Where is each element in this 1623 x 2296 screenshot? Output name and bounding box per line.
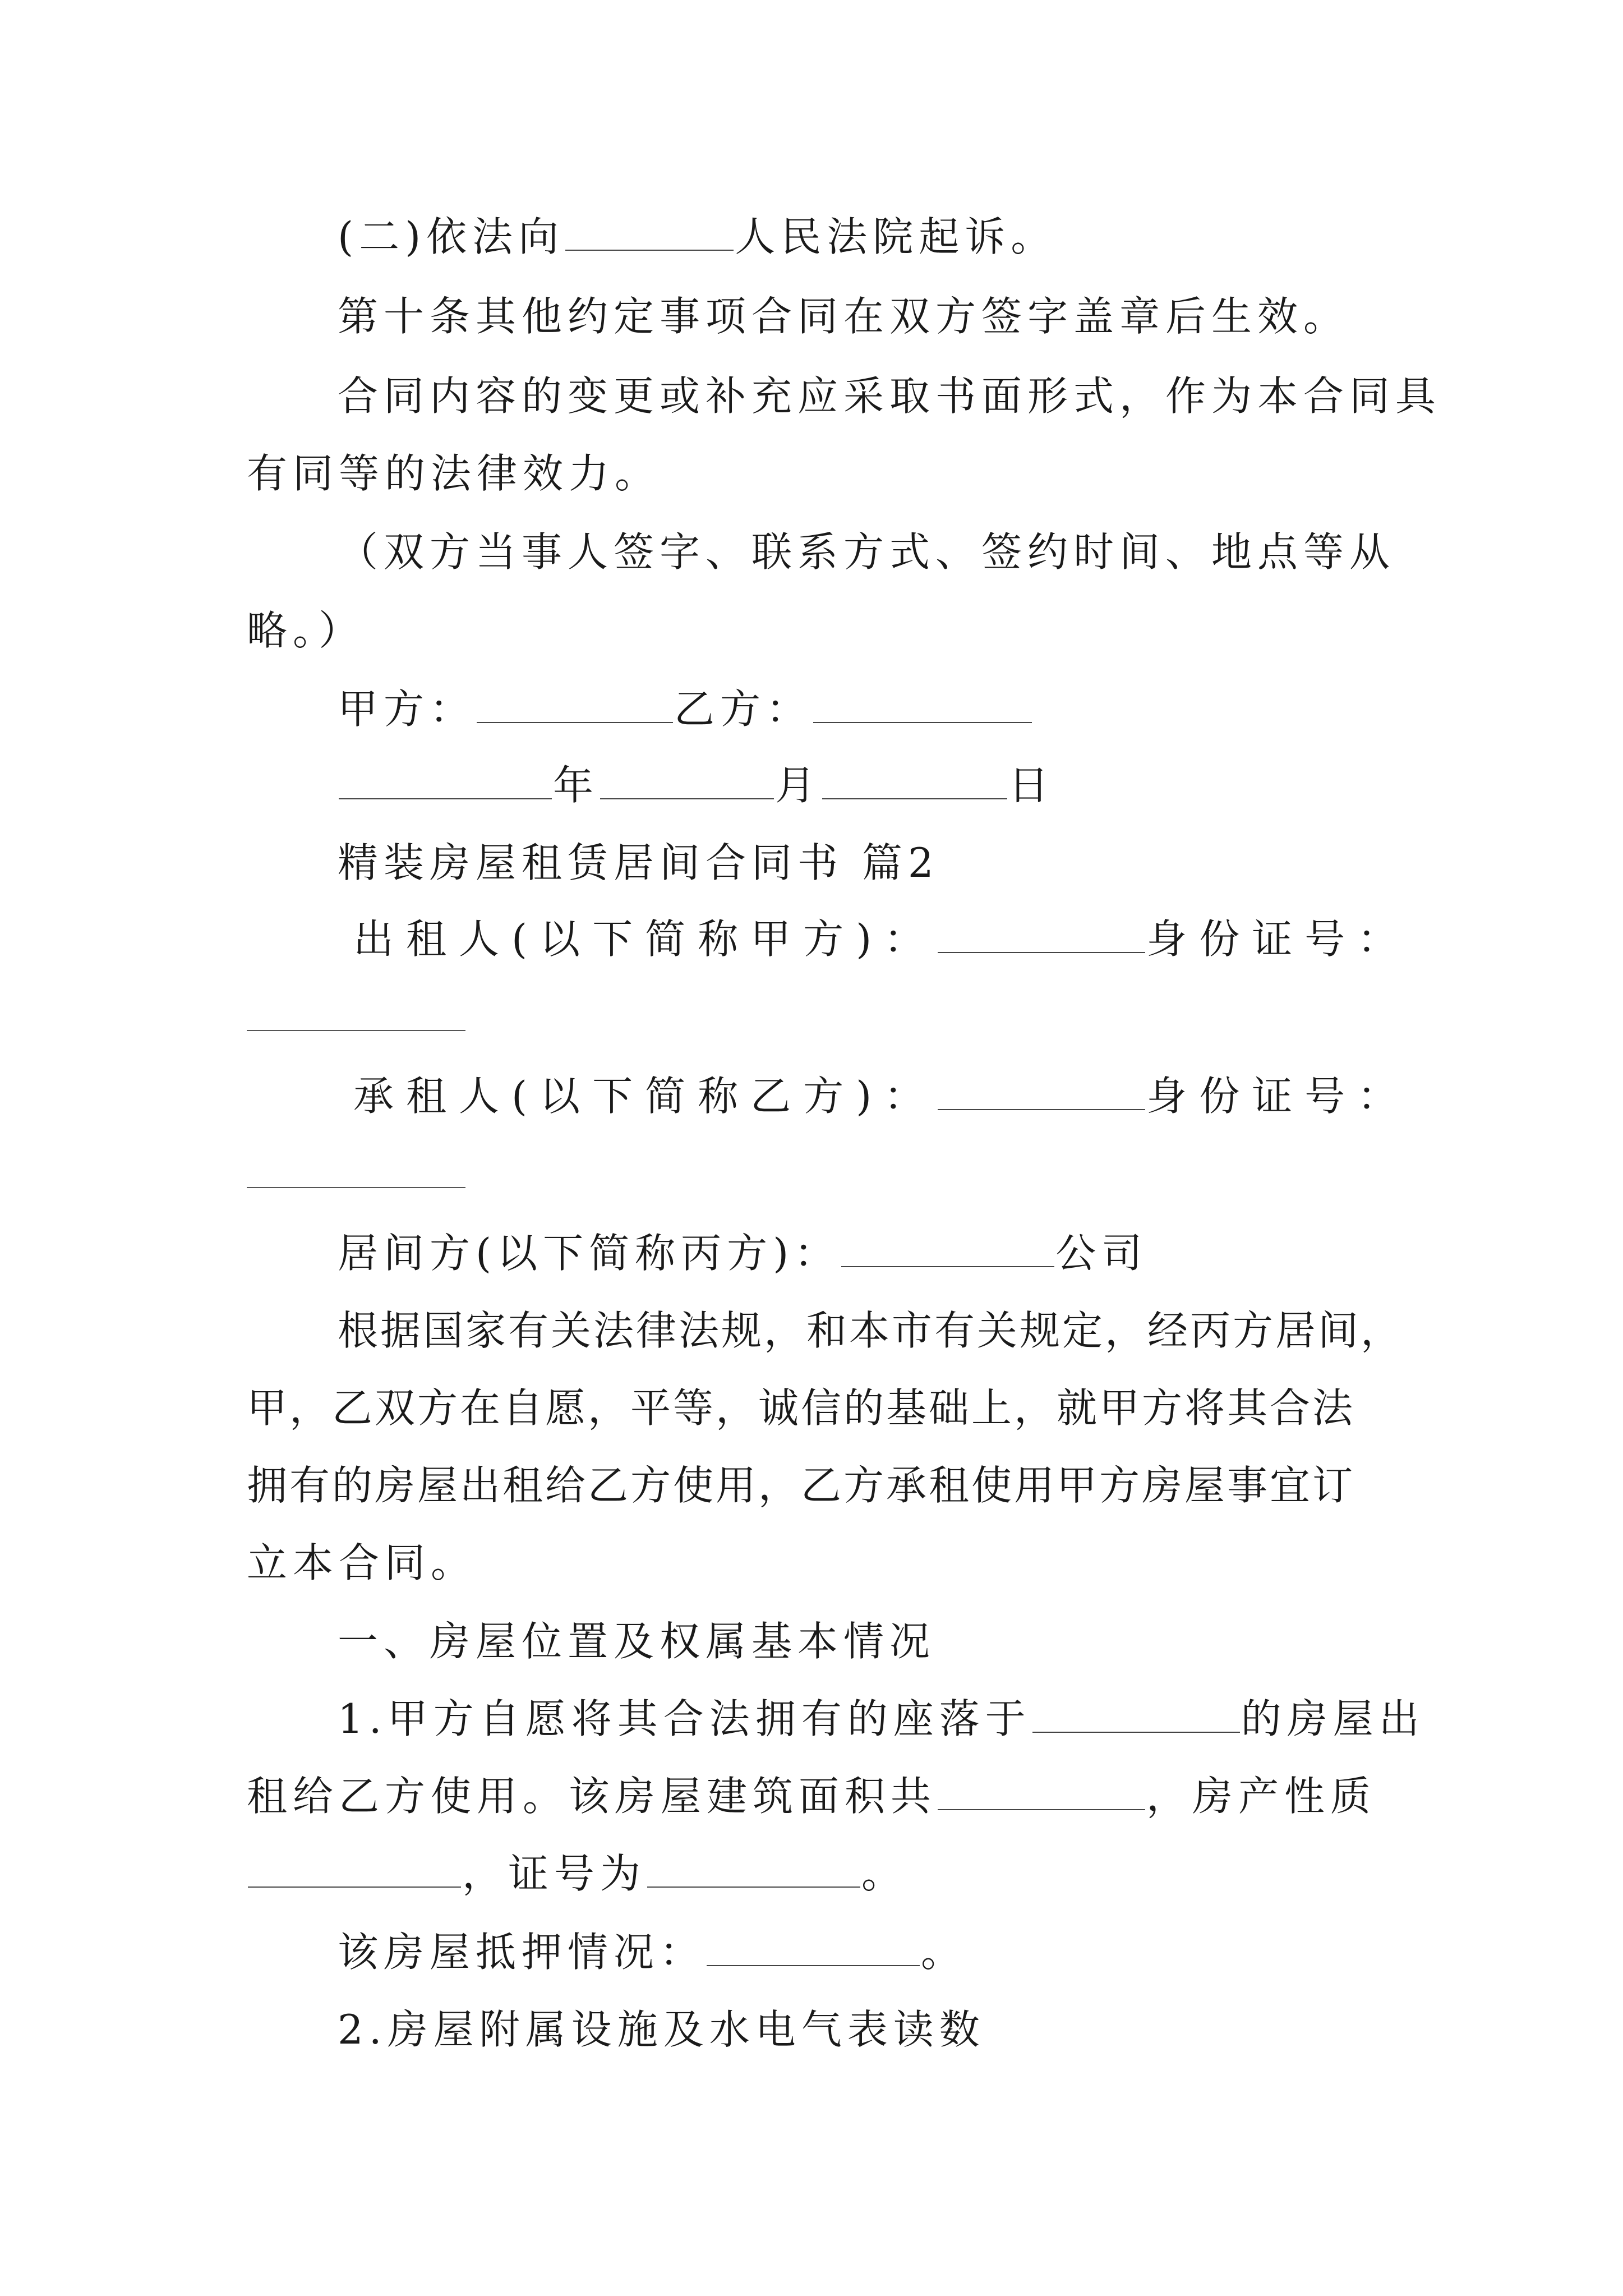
blank-field <box>938 918 1145 953</box>
blank-field <box>1032 1698 1240 1733</box>
clause-ten: 第十条其他约定事项合同在双方签字盖章后生效。 <box>338 293 1350 340</box>
paragraph-line: 1.甲方自愿将其合法拥有的座落于 的房屋出 <box>338 1695 1425 1742</box>
blank-field <box>822 765 1007 799</box>
paragraph-line: 租给乙方使用。该房屋建筑面积共 ，房产性质 <box>247 1773 1377 1820</box>
blank-field <box>477 688 673 723</box>
blank-field <box>938 1075 1145 1110</box>
paragraph-line: ，证号为 。 <box>247 1847 907 1901</box>
paragraph-line: 立本合同。 <box>247 1539 477 1586</box>
section-heading: 一、房屋位置及权属基本情况 <box>338 1618 936 1665</box>
blank-field <box>247 1187 465 1188</box>
paragraph-line: 甲，乙双方在自愿，平等，诚信的基础上，就甲方将其合法 <box>247 1384 1355 1432</box>
paragraph-line: 拥有的房屋出租给乙方使用，乙方承租使用甲方房屋事宜订 <box>247 1462 1355 1509</box>
lessee-line: 承租人(以下简称乙方)： 身份证号： <box>353 1073 1410 1120</box>
blank-field <box>938 1775 1145 1810</box>
blank-field <box>600 765 774 799</box>
mortgage-line: 该房屋抵押情况： 。 <box>338 1929 967 1976</box>
blank-field <box>339 765 552 799</box>
section-item: 2.房屋附属设施及水电气表读数 <box>338 2006 985 2053</box>
blank-field <box>247 1030 465 1031</box>
blank-field <box>707 1931 920 1966</box>
date-line: 年 月 日 <box>338 758 1054 812</box>
paragraph-line: 合同内容的变更或补充应采取书面形式，作为本合同具 <box>338 372 1442 420</box>
paragraph-line: 略。） <box>247 607 365 654</box>
paragraph-line: 根据国家有关法律法规，和本市有关规定，经丙方居间， <box>338 1307 1404 1354</box>
blank-field <box>565 216 734 251</box>
broker-line: 居间方(以下简称丙方)： 公司 <box>338 1230 1148 1277</box>
paragraph-line: 有同等的法律效力。 <box>247 450 661 497</box>
blank-field <box>647 1853 860 1888</box>
blank-field <box>813 688 1032 723</box>
clause-court: (二)依法向 人民法院起诉。 <box>338 213 1057 260</box>
signature-line: 甲方： 乙方： <box>338 682 1033 736</box>
lessor-line: 出租人(以下简称甲方)： 身份证号： <box>353 915 1410 963</box>
paragraph-line: （双方当事人签字、联系方式、签约时间、地点等从 <box>338 528 1396 576</box>
section-title: 精装房屋租赁居间合同书 篇2 <box>338 839 939 886</box>
blank-field <box>841 1232 1054 1267</box>
blank-field <box>248 1853 461 1888</box>
